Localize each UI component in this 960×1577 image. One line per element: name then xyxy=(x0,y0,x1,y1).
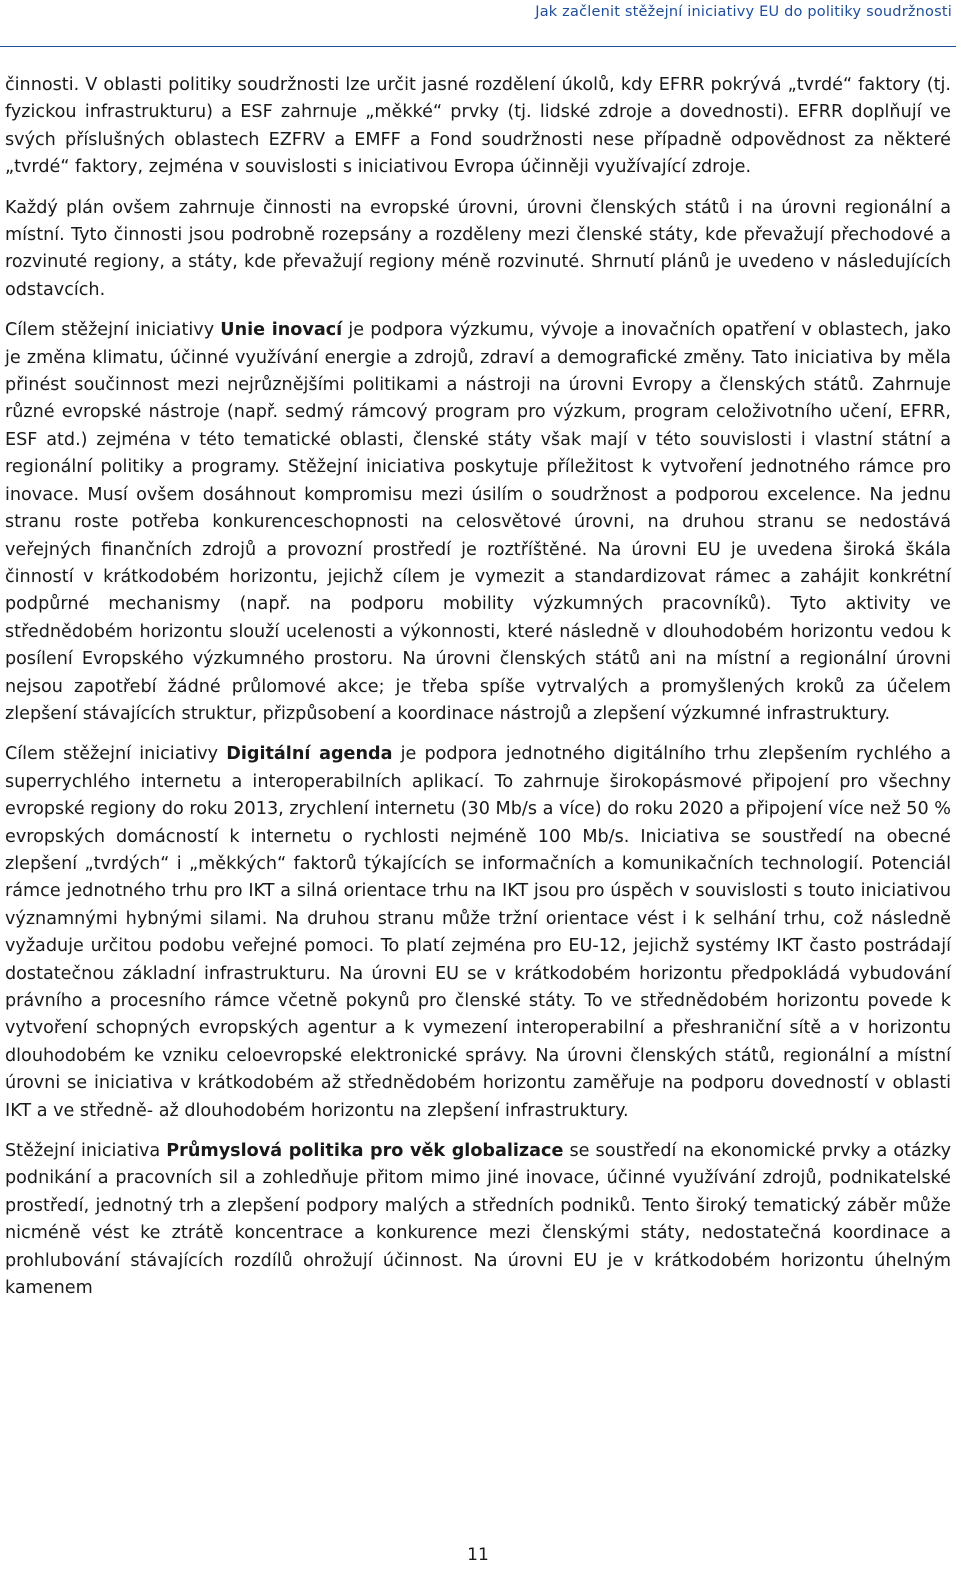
paragraph-digital-agenda xyxy=(5,741,951,1125)
paragraph-text-lead: Cílem stěžejní iniciativy xyxy=(5,320,221,341)
paragraph-text-lead: Stěžejní iniciativa xyxy=(5,1141,167,1162)
paragraph-plans: Každý plán ovšem zahrnuje činnosti na evropské úrovni, úrovni členských států i na úrovni regionální a místní. Tyto činnosti jsou podrobně rozepsány a rozděleny mezi členské státy, kde převažují přechodové a rozvinuté regiony, a státy, kde převažují regiony méně rozvinuté. Shrnutí plánů je uvedeno v následujících odstavcích. xyxy=(5,197,951,300)
paragraph-text-body: je podpora výzkumu, vývoje a inovačních opatření v oblastech, jako je změna klimatu, účinné využívání energie a zdrojů, zdraví a demografické změny. Tato iniciativa by měla přinést součinnost mezi nejrůznějšími politikami a nástroji na úrovni Evropy a členských států. Zahrnuje různé evropské nástroje (např. sedmý rámcový program pro výzkum, program celoživotního učení, EFRR, ESF atd.) zejména v této tematické oblasti, členské státy však mají v této souvislosti i vlastní státní a regionální politiky a programy. Stěžejní iniciativa poskytuje příležitost k vytvoření jednotného rámce pro inovace. Musí ovšem dosáhnout kompromisu mezi úsilím o soudržnost a podporou excelence. Na jednu stranu roste potřeba konkurenceschopnosti na celosvětové úrovni, na druhou stranu se nedostává veřejných finančních zdrojů a provozní prostředí je roztříštěné. Na úrovni EU je uvedena široká škála činností v krátkodobém horizontu, jejichž cílem je vymezit a standardizovat rámec a zahájit konkrétní podpůrné mechanismy (např. na podporu mobility výzkumných pracovníků). Tyto aktivity ve střednědobém horizontu slouží ucelenosti a výkonnosti, které následně v dlouhodobém horizontu vedou k posílení Evropského výzkumného prostoru. Na úrovni členských států ani na místní a regionální úrovni nejsou zapotřebí žádné průlomové akce; je třeba spíše vytrvalých a promyšlených kroků za účelem zlepšení stávajících struktur, přizpůsobení a koordinace nástrojů a zlepšení výzkumné infrastruktury. xyxy=(5,320,952,724)
header-divider xyxy=(0,46,956,47)
document-body xyxy=(5,72,951,1315)
running-header-title: Jak začlenit stěžejní iniciativy EU do politiky soudržnosti xyxy=(535,4,952,20)
initiative-name-innovation-union: Unie inovací xyxy=(220,320,343,341)
paragraph-intro: činnosti. V oblasti politiky soudržnosti lze určit jasné rozdělení úkolů, kdy EFRR pokrývá „tvrdé“ faktory (tj. fyzickou infrastrukturu) a ESF zahrnuje „měkké“ prvky (tj. lidské zdroje a dovednosti). EFRR doplňují ve svých příslušných oblastech EZFRV a EMFF a Fond soudržnosti nese případně odpovědnost za některé „tvrdé“ faktory, zejména v souvislosti s iniciativou Evropa účinněji využívající zdroje. xyxy=(5,75,951,178)
paragraph-text-lead: Cílem stěžejní iniciativy xyxy=(5,744,227,765)
initiative-name-digital-agenda: Digitální agenda xyxy=(226,744,393,765)
initiative-name-industrial-policy: Průmyslová politika pro věk globalizace xyxy=(166,1141,564,1162)
paragraph-text-body: je podpora jednotného digitálního trhu zlepšením rychlého a superrychlého internetu a interoperabilních aplikací. To zahrnuje širokopásmové připojení pro všechny evropské regiony do roku 2013, zrychlení internetu (30 Mb/s a více) do roku 2020 a připojení více než 50 % evropských domácností k internetu o rychlosti nejméně 100 Mb/s. Iniciativa se soustředí na obecné zlepšení „tvrdých“ i „měkkých“ faktorů týkajících se informačních a komunikačních technologií. Potenciál rámce jednotného trhu pro IKT a silná orientace trhu na IKT jsou pro úspěch v souvislosti s touto iniciativou významnými hybnými silami. Na druhou stranu může tržní orientace vést i k selhání trhu, což následně vyžaduje určitou podobu veřejné pomoci. To platí zejména pro EU-12, jejichž systémy IKT často postrádají dostatečnou základní infrastrukturu. Na úrovni EU se v krátkodobém horizontu předpokládá vybudování právního a procesního rámce včetně pokynů pro členské státy. To ve střednědobém horizontu povede k vytvoření schopných evropských agentur a k vymezení interoperabilní a přeshraniční sítě a v horizontu dlouhodobém ke vzniku celoevropské elektronické správy. Na úrovni členských států, regionální a místní úrovni se iniciativa v krátkodobém až střednědobém horizontu zaměřuje na podporu dovedností v oblasti IKT a ve středně- až dlouhodobém horizontu na zlepšení infrastruktury. xyxy=(5,744,951,1121)
paragraph-innovation-union xyxy=(5,317,951,728)
page-number: 11 xyxy=(467,1545,489,1565)
paragraph-industrial-policy xyxy=(5,1138,951,1302)
paragraph-text-body: se soustředí na ekonomické prvky a otázky podnikání a pracovních sil a zohledňuje přitom mimo jiné inovace, účinné využívání zdrojů, podnikatelské prostředí, jednotný trh a zlepšení podpory malých a středních podniků. Tento široký tematický záběr může nicméně vést ke ztrátě koncentrace a konkurence mezi členskými státy, nedostatečná koordinace a prohlubování stávajících rozdílů ohrožují účinnost. Na úrovni EU je v krátkodobém horizontu úhelným kamenem xyxy=(5,1141,952,1299)
